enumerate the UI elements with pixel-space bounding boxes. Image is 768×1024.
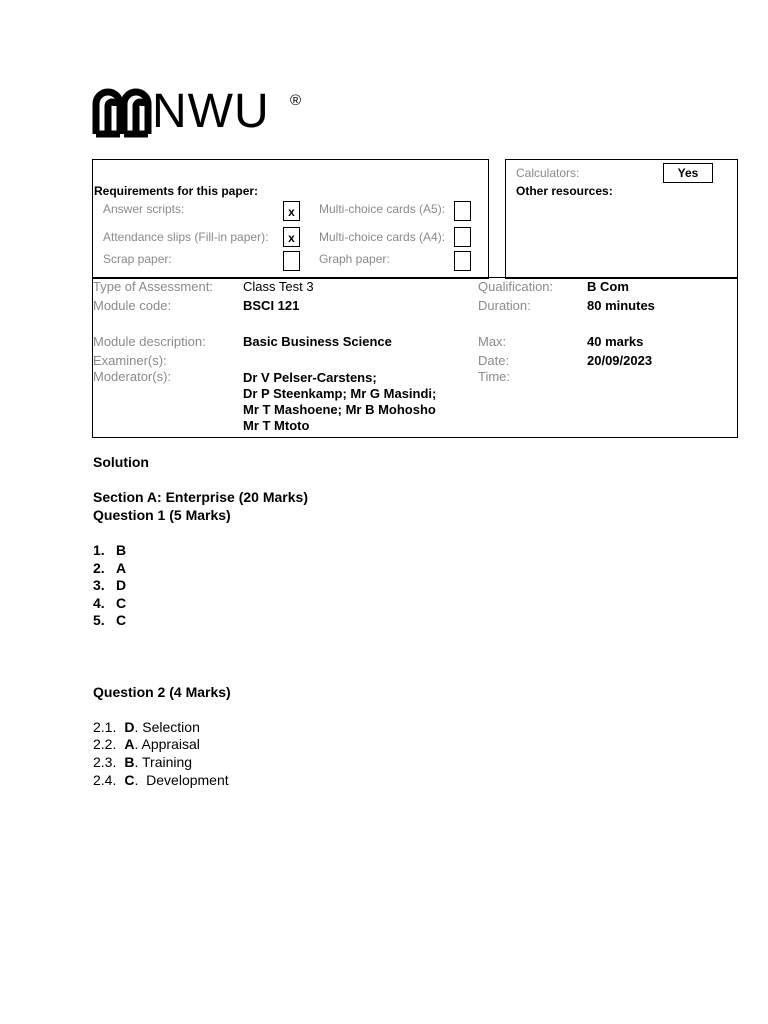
time-label: Time:: [478, 369, 511, 384]
q2-item-2-letter: A: [124, 736, 135, 752]
q1-item-1-num: 1.: [93, 542, 105, 558]
date-label: Date:: [478, 353, 510, 368]
calculators-value: Yes: [663, 163, 713, 183]
registered-mark: ®: [290, 92, 302, 109]
examiner-label: Examiner(s):: [93, 353, 167, 368]
q1-item-1-answer: B: [116, 542, 127, 558]
q2-item-1-letter: D: [124, 719, 135, 735]
calculators-label: Calculators:: [516, 166, 580, 180]
q2-item-4-num: 2.4.: [93, 772, 117, 788]
qualification-value: B Com: [587, 279, 629, 294]
type-value: Class Test 3: [243, 279, 314, 294]
mc-cards-a4-label: Multi-choice cards (A4):: [319, 230, 446, 244]
q1-item-2-num: 2.: [93, 560, 105, 576]
max-value: 40 marks: [587, 334, 644, 349]
question-2-title: Question 2 (4 Marks): [93, 684, 231, 700]
moderator-line-2: Dr P Steenkamp; Mr G Masindi;: [243, 386, 437, 401]
scrap-paper-checkbox[interactable]: [283, 251, 300, 271]
answer-scripts-checkbox[interactable]: x: [283, 201, 300, 221]
q2-item-4-text: . Development: [134, 772, 229, 788]
code-label: Module code:: [93, 298, 172, 313]
nwu-logo-mark: [92, 86, 152, 138]
attendance-slips-checkbox[interactable]: x: [283, 227, 300, 247]
duration-value: 80 minutes: [587, 298, 655, 313]
solution-heading: Solution: [93, 454, 149, 470]
q2-item-1-text: . Selection: [134, 719, 200, 735]
question-1-title: Question 1 (5 Marks): [93, 507, 231, 523]
q2-item-3-text: . Training: [134, 754, 193, 770]
q2-item-2: [93, 736, 200, 752]
q2-item-3-letter: B: [124, 754, 135, 770]
requirements-heading: Requirements for this paper:: [94, 184, 259, 198]
other-resources-label: Other resources:: [516, 184, 613, 198]
qualification-label: Qualification:: [478, 279, 554, 294]
date-value: 20/09/2023: [587, 353, 653, 368]
mc-cards-a5-label: Multi-choice cards (A5):: [319, 202, 446, 216]
mc-cards-a4-checkbox[interactable]: [454, 227, 471, 247]
graph-paper-label: Graph paper:: [319, 252, 390, 266]
moderator-label: Moderator(s):: [93, 369, 172, 384]
q1-item-4-answer: C: [116, 595, 127, 611]
max-label: Max:: [478, 334, 507, 349]
q2-item-3: [93, 754, 192, 770]
q2-item-1: [93, 719, 200, 735]
q2-item-2-num: 2.2.: [93, 736, 117, 752]
q2-item-4-letter: C: [124, 772, 135, 788]
graph-paper-checkbox[interactable]: [454, 251, 471, 271]
logo-text: NWU: [152, 85, 270, 138]
q1-item-4-num: 4.: [93, 595, 105, 611]
desc-value: Basic Business Science: [243, 334, 392, 349]
q1-item-3-answer: D: [116, 577, 127, 593]
q1-item-5-num: 5.: [93, 612, 105, 628]
q2-item-4: [93, 772, 229, 788]
q1-item-2-answer: A: [116, 560, 127, 576]
answer-scripts-label: Answer scripts:: [103, 202, 185, 216]
scrap-paper-label: Scrap paper:: [103, 252, 172, 266]
q1-item-3-num: 3.: [93, 577, 105, 593]
q1-item-5-answer: C: [116, 612, 127, 628]
section-a-heading: Section A: Enterprise (20 Marks): [93, 489, 308, 505]
desc-label: Module description:: [93, 334, 206, 349]
moderator-line-1: Dr V Pelser-Carstens;: [243, 370, 377, 385]
duration-label: Duration:: [478, 298, 531, 313]
mc-cards-a5-checkbox[interactable]: [454, 201, 471, 221]
attendance-slips-label: Attendance slips (Fill-in paper):: [103, 230, 269, 244]
q2-item-2-text: . Appraisal: [134, 736, 200, 752]
q2-item-1-num: 2.1.: [93, 719, 117, 735]
type-label: Type of Assessment:: [93, 279, 213, 294]
moderator-line-3: Mr T Mashoene; Mr B Mohosho: [243, 402, 436, 417]
moderator-line-4: Mr T Mtoto: [243, 418, 310, 433]
code-value: BSCI 121: [243, 298, 300, 313]
q2-item-3-num: 2.3.: [93, 754, 117, 770]
